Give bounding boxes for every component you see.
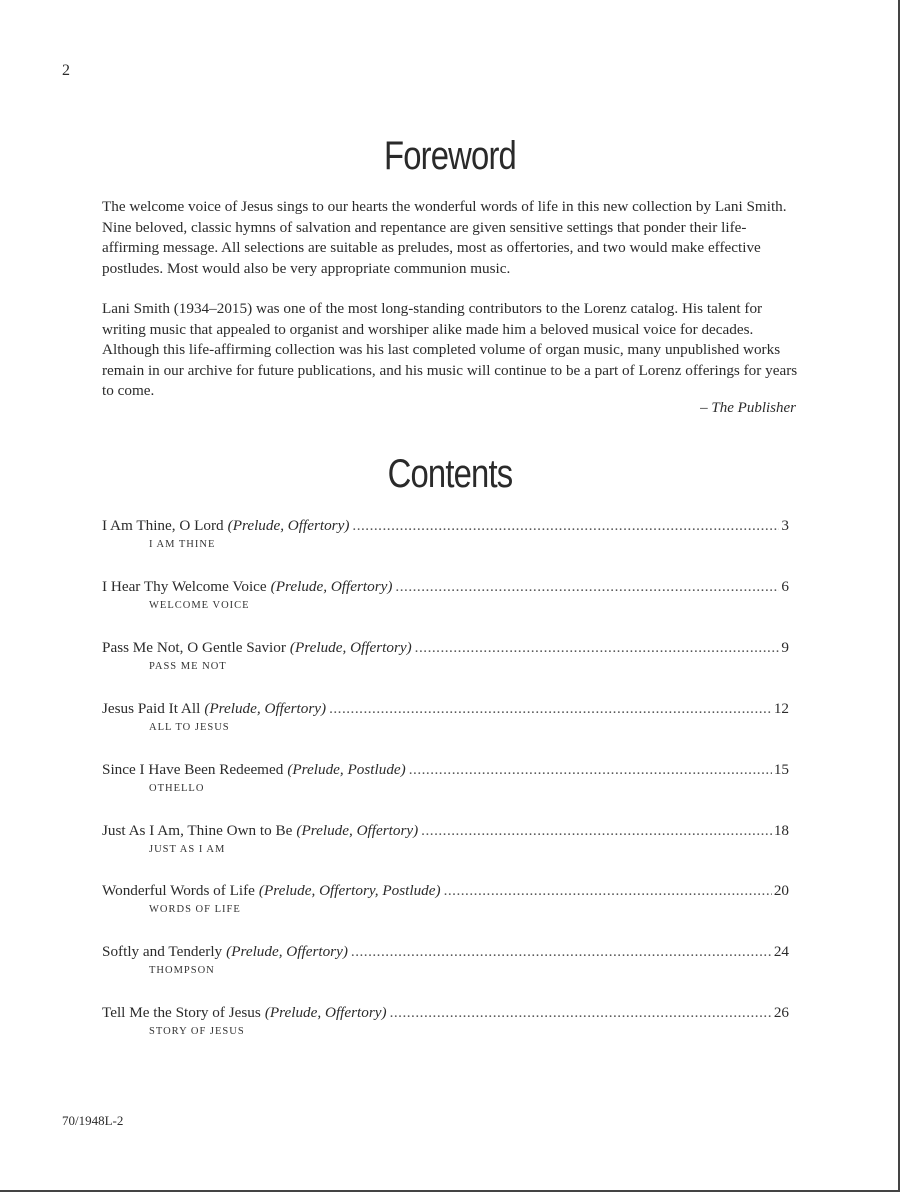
toc-entry[interactable] — [102, 761, 789, 794]
toc-entry-kind: (Prelude, Offertory) — [226, 943, 348, 960]
toc-entry-tune: STORY OF JESUS — [149, 1026, 245, 1037]
catalog-number: 70/1948L-2 — [62, 1113, 124, 1128]
toc-entry-tune: I AM THINE — [149, 539, 216, 550]
toc-entry-page: 12 — [773, 700, 789, 717]
toc-entry-kind: (Prelude, Offertory) — [296, 822, 419, 839]
toc-entry-title: Pass Me Not, O Gentle Savior — [102, 639, 286, 656]
toc-entry[interactable] — [102, 822, 789, 855]
toc-entry-kind: (Prelude, Offertory) — [270, 578, 393, 595]
toc-entry-tune: THOMPSON — [149, 965, 215, 976]
toc-entry-kind: (Prelude, Offertory) — [204, 700, 327, 717]
toc-entry-tune: PASS ME NOT — [149, 661, 227, 672]
dot-leader — [444, 882, 772, 900]
dot-leader — [390, 1004, 772, 1022]
foreword-title: Foreword — [384, 134, 516, 178]
dot-leader — [395, 578, 779, 596]
dot-leader — [329, 700, 772, 718]
toc-entry-page: 18 — [773, 822, 789, 839]
toc-entry-title: Tell Me the Story of Jesus — [102, 1004, 261, 1021]
toc-entry-tune: WORDS OF LIFE — [149, 904, 241, 915]
toc-entry-page: 9 — [781, 639, 789, 656]
toc-entry[interactable] — [102, 943, 789, 976]
dot-leader — [421, 822, 772, 840]
toc-entry-kind: (Prelude, Offertory) — [289, 639, 412, 656]
toc-entry-page: 26 — [773, 1004, 789, 1021]
toc-entry-kind: (Prelude, Offertory, Postlude) — [258, 882, 441, 899]
toc-entry-tune: WELCOME VOICE — [149, 600, 250, 611]
toc-entry[interactable] — [102, 639, 789, 672]
toc-entry[interactable] — [102, 700, 789, 733]
toc-entry-tune: JUST AS I AM — [149, 844, 226, 855]
toc-entry-title: Jesus Paid It All — [102, 700, 201, 717]
toc-entry-title: Wonderful Words of Life — [102, 882, 255, 899]
toc-entry-page: 20 — [773, 882, 789, 899]
contents-title: Contents — [387, 452, 513, 496]
toc-entry[interactable] — [102, 517, 789, 550]
toc-entry-page: 15 — [773, 761, 789, 778]
toc-entry-tune: ALL TO JESUS — [149, 722, 230, 733]
toc-entry-page: 3 — [781, 517, 789, 534]
toc-entry-kind: (Prelude, Offertory) — [264, 1004, 387, 1021]
toc-entry-title: Softly and Tenderly — [102, 943, 223, 960]
toc-entry-title: Since I Have Been Redeemed — [102, 761, 284, 778]
toc-entry[interactable] — [102, 1004, 789, 1037]
foreword-attribution: – The Publisher — [700, 400, 796, 416]
dot-leader — [351, 943, 772, 961]
toc-entry-title: I Am Thine, O Lord — [102, 517, 224, 534]
toc-entry-title: I Hear Thy Welcome Voice — [102, 578, 267, 595]
dot-leader — [352, 517, 779, 535]
toc-entry-kind: (Prelude, Offertory) — [227, 517, 350, 534]
toc-entry-kind: (Prelude, Postlude) — [287, 761, 406, 778]
page-number: 2 — [62, 62, 70, 79]
foreword-paragraph-1: The welcome voice of Jesus sings to our hearts the wonderful words of life in this new collection by Lani Smith. Nine beloved, classic hymns of salvation and repentance are given sensitive settings that ponder their life-affirming message. All selections are suitable as preludes, most as offertories, and two would make effective postludes. Most would also be very appropriate communion music. — [102, 198, 787, 277]
toc-entry[interactable] — [102, 882, 789, 915]
toc-entry-page: 6 — [781, 578, 789, 595]
toc-entry-tune: OTHELLO — [149, 783, 205, 794]
toc-entry[interactable] — [102, 578, 789, 611]
toc-entry-title: Just As I Am, Thine Own to Be — [102, 822, 293, 839]
dot-leader — [409, 761, 772, 779]
toc-entry-page: 24 — [773, 943, 789, 960]
dot-leader — [415, 639, 780, 657]
foreword-paragraph-2: Lani Smith (1934–2015) was one of the most long-standing contributors to the Lorenz catalog. His talent for writing music that appealed to organist and worshiper alike made him a beloved musical voice for decades. Although this life-affirming collection was his last completed volume of organ music, many unpublished works remain in our archive for future publications, and his music will continue to be a part of Lorenz offerings for years to come. — [102, 300, 798, 400]
